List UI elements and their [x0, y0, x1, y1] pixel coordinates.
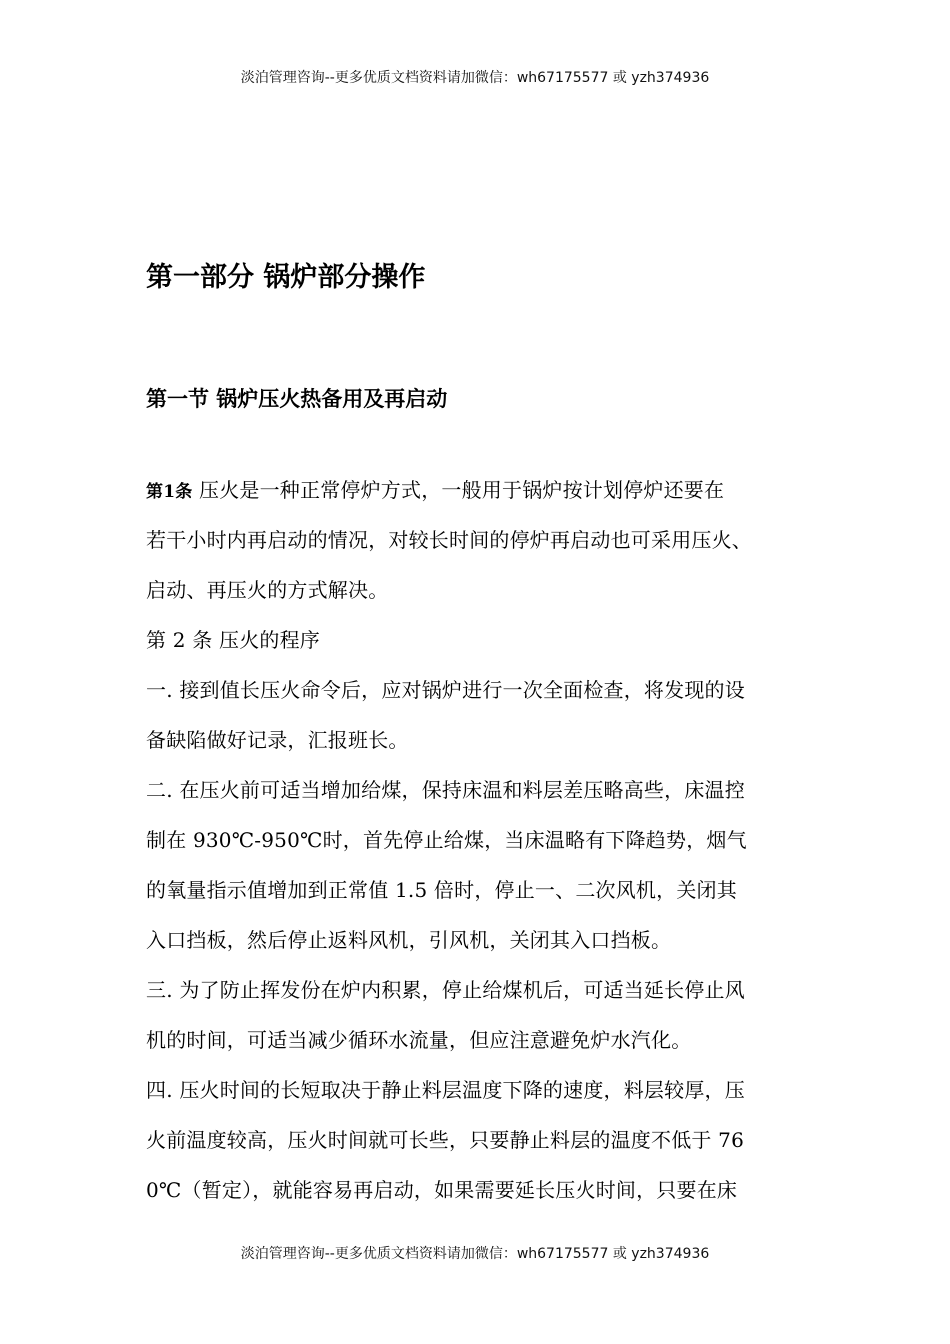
article-2-heading: 第 2 条 压火的程序 [146, 628, 320, 652]
article-1-line-2: 若干小时内再启动的情况，对较长时间的停炉再启动也可采用压火、 [146, 528, 752, 552]
article-1-line-3: 启动、再压火的方式解决。 [146, 578, 389, 602]
article-2-line: 三. 为了防止挥发份在炉内积累，停止给煤机后，可适当延长停止风 [146, 978, 745, 1002]
part-title: 第一部分 锅炉部分操作 [146, 262, 426, 293]
article-2-line: 一. 接到值长压火命令后，应对锅炉进行一次全面检查，将发现的设 [146, 678, 745, 702]
article-2-line: 备缺陷做好记录，汇报班长。 [146, 728, 409, 752]
article-2-line: 入口挡板，然后停止返料风机，引风机，关闭其入口挡板。 [146, 928, 672, 952]
page-header: 淡泊管理咨询--更多优质文档资料请加微信：wh67175577 或 yzh374936 [240, 70, 710, 86]
section-title: 第一节 锅炉压火热备用及再启动 [146, 387, 448, 411]
article-2-line: 0℃（暂定），就能容易再启动，如果需要延长压火时间，只要在床 [146, 1178, 738, 1202]
article-2-line: 的氧量指示值增加到正常值 1.5 倍时，停止一、二次风机，关闭其 [146, 878, 737, 902]
page-footer: 淡泊管理咨询--更多优质文档资料请加微信：wh67175577 或 yzh374936 [240, 1246, 710, 1262]
article-2-line: 二. 在压火前可适当增加给煤，保持床温和料层差压略高些，床温控 [146, 778, 745, 802]
article-2-line: 火前温度较高，压火时间就可长些，只要静止料层的温度不低于 76 [146, 1128, 745, 1152]
article-1-line-1 [146, 474, 816, 524]
article-2-line: 制在 930℃-950℃时，首先停止给煤，当床温略有下降趋势，烟气 [146, 828, 747, 852]
article-2-line: 机的时间，可适当减少循环水流量，但应注意避免炉水汽化。 [146, 1028, 692, 1052]
body-text [146, 474, 816, 1224]
article-1-label: 第1条 [146, 482, 193, 502]
article-1-text: 压火是一种正常停炉方式，一般用于锅炉按计划停炉还要在 [192, 478, 725, 502]
article-2-line: 四. 压火时间的长短取决于静止料层温度下降的速度，料层较厚，压 [146, 1078, 745, 1102]
